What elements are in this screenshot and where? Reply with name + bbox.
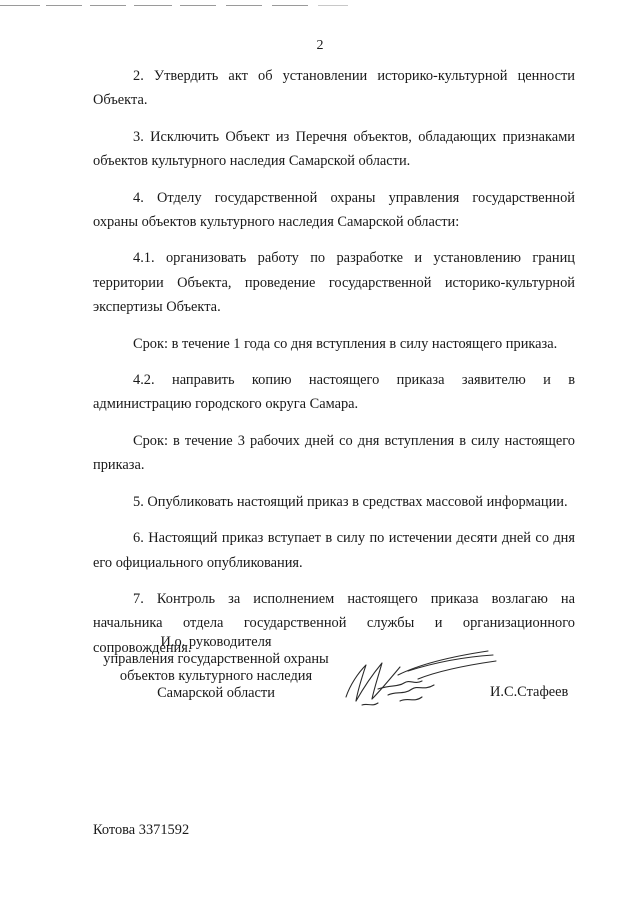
paragraph: 7. Контроль за исполнением настоящего приказа возлагаю на начальника отдела государственной службы и организационного сопровождения. [93, 590, 575, 656]
signatory-position-line: И.о. руководителя [160, 634, 272, 650]
paragraph: 4.2. направить копию настоящего приказа заявителю и в администрацию городского округа Самара. [93, 372, 575, 413]
signatory-name: И.С.Стафеев [490, 684, 569, 700]
paragraph: 4.1. организовать работу по разработке и установлению границ территории Объекта, проведение государственной историко-культурной экспертизы Объекта. [93, 250, 575, 316]
signatory-position-line: объектов культурного наследия [119, 668, 313, 684]
page-number: 2 [316, 38, 324, 53]
paragraph: 3. Исключить Объект из Перечня объектов, обладающих признаками объектов культурного наследия Самарской области. [93, 128, 575, 170]
paragraph: 5. Опубликовать настоящий приказ в средствах массовой информации. [133, 493, 568, 510]
paragraph: Срок: в течение 3 рабочих дней со дня вступления в силу настоящего приказа. [93, 432, 575, 474]
paragraph: 6. Настоящий приказ вступает в силу по истечении десяти дней со дня его официального опубликования. [93, 530, 575, 571]
paragraph: Срок: в течение 1 года со дня вступления в силу настоящего приказа. [133, 335, 558, 352]
scan-edge-marks [0, 0, 640, 12]
signatory-position [86, 634, 346, 702]
executor-contact: Котова 3371592 [93, 822, 190, 838]
signatory-position-line: Самарской области [157, 685, 275, 701]
paragraph: 4. Отделу государственной охраны управления государственной охраны объектов культурного наследия Самарской области: [93, 189, 575, 231]
document-body [93, 64, 575, 660]
signatory-position-line: управления государственной охраны [103, 651, 329, 667]
paragraph: 2. Утвердить акт об установлении историко-культурной ценности Объекта. [93, 68, 575, 109]
handwritten-signature [338, 645, 498, 710]
